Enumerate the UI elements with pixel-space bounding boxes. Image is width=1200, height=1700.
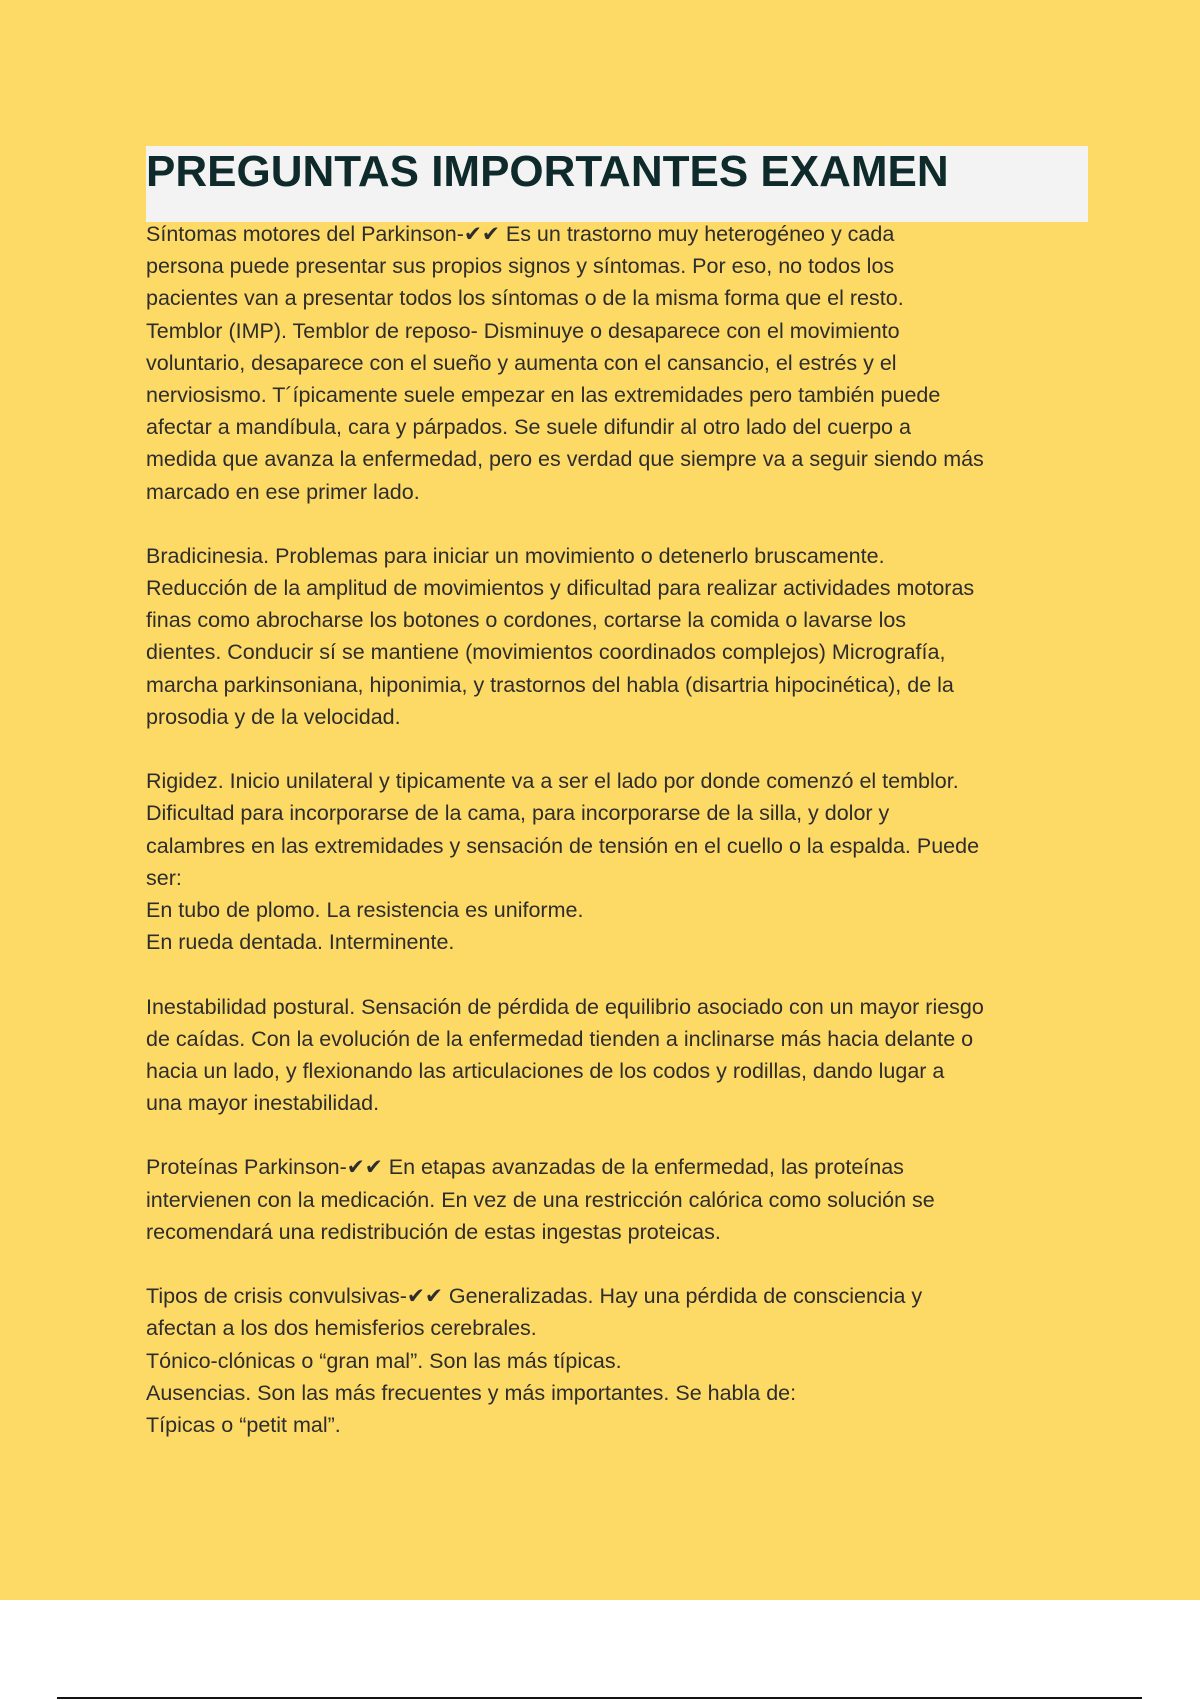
- paragraph-proteinas-parkinson: [146, 1151, 1088, 1248]
- paragraph-parkinson-motor-symptoms: [146, 218, 1088, 508]
- document-body: [146, 218, 1088, 1441]
- text-line: marcha parkinsoniana, hiponimia, y trastornos del habla (disartria hipocinética), de la: [146, 672, 954, 697]
- text-line: hacia un lado, y flexionando las articulaciones de los codos y rodillas, dando lugar a: [146, 1058, 945, 1083]
- paragraph-inestabilidad-postural: [146, 991, 1088, 1120]
- text-line: voluntario, desaparece con el sueño y aumenta con el cansancio, el estrés y el: [146, 350, 897, 375]
- paragraph-crisis-convulsivas: [146, 1280, 1088, 1441]
- paragraph-gap: [146, 733, 1088, 765]
- text-line: afectar a mandíbula, cara y párpados. Se suele difundir al otro lado del cuerpo a: [146, 415, 911, 440]
- paragraph-bradicinesia: [146, 540, 1088, 733]
- footer-divider: [57, 1697, 1142, 1699]
- text-line: Tipos de crisis convulsivas-✔✔ Generalizadas. Hay una pérdida de consciencia y: [146, 1284, 923, 1309]
- text-line: Reducción de la amplitud de movimientos y dificultad para realizar actividades motoras: [146, 576, 975, 601]
- text-line: Rigidez. Inicio unilateral y tipicamente va a ser el lado por donde comenzó el temblor.: [146, 769, 959, 794]
- text-line: marcado en ese primer lado.: [146, 479, 420, 504]
- text-line: Síntomas motores del Parkinson-✔✔ Es un trastorno muy heterogéneo y cada: [146, 222, 895, 246]
- text-line: Dificultad para incorporarse de la cama, para incorporarse de la silla, y dolor y: [146, 801, 890, 826]
- text-line: persona puede presentar sus propios signos y síntomas. Por eso, no todos los: [146, 254, 895, 279]
- text-line: Proteínas Parkinson-✔✔ En etapas avanzadas de la enfermedad, las proteínas: [146, 1155, 904, 1180]
- paragraph-gap: [146, 1119, 1088, 1151]
- text-line: prosodia y de la velocidad.: [146, 704, 401, 729]
- text-line: Tónico-clónicas o “gran mal”. Son las más típicas.: [146, 1348, 622, 1373]
- text-line: afectan a los dos hemisferios cerebrales.: [146, 1316, 537, 1341]
- paragraph-gap: [146, 508, 1088, 540]
- text-line: Típicas o “petit mal”.: [146, 1412, 341, 1437]
- text-line: Temblor (IMP). Temblor de reposo- Disminuye o desaparece con el movimiento: [146, 318, 900, 343]
- text-line: finas como abrocharse los botones o cordones, cortarse la comida o lavarse los: [146, 608, 907, 633]
- text-line: medida que avanza la enfermedad, pero es verdad que siempre va a seguir siendo más: [146, 447, 984, 472]
- text-line: pacientes van a presentar todos los síntomas o de la misma forma que el resto.: [146, 286, 904, 311]
- text-line: una mayor inestabilidad.: [146, 1091, 380, 1116]
- text-line: ser:: [146, 865, 182, 890]
- page-title: PREGUNTAS IMPORTANTES EXAMEN: [146, 147, 949, 196]
- text-line: de caídas. Con la evolución de la enfermedad tienden a inclinarse más hacia delante o: [146, 1026, 974, 1051]
- text-line: Bradicinesia. Problemas para iniciar un movimiento o detenerlo bruscamente.: [146, 543, 885, 568]
- text-line: recomendará una redistribución de estas ingestas proteicas.: [146, 1219, 721, 1244]
- text-line: En tubo de plomo. La resistencia es uniforme.: [146, 897, 584, 922]
- text-line: Ausencias. Son las más frecuentes y más importantes. Se habla de:: [146, 1380, 797, 1405]
- text-line: Inestabilidad postural. Sensación de pérdida de equilibrio asociado con un mayor riesgo: [146, 994, 984, 1019]
- paragraph-rigidez: [146, 765, 1088, 958]
- text-line: dientes. Conducir sí se mantiene (movimientos coordinados complejos) Micrografía,: [146, 640, 946, 665]
- text-line: intervienen con la medicación. En vez de una restricción calórica como solución se: [146, 1187, 935, 1212]
- text-line: En rueda dentada. Interminente.: [146, 930, 455, 955]
- paragraph-gap: [146, 958, 1088, 990]
- text-line: nerviosismo. T´ípicamente suele empezar en las extremidades pero también puede: [146, 382, 941, 407]
- text-line: calambres en las extremidades y sensación de tensión en el cuello o la espalda. Puede: [146, 833, 980, 858]
- paragraph-gap: [146, 1248, 1088, 1280]
